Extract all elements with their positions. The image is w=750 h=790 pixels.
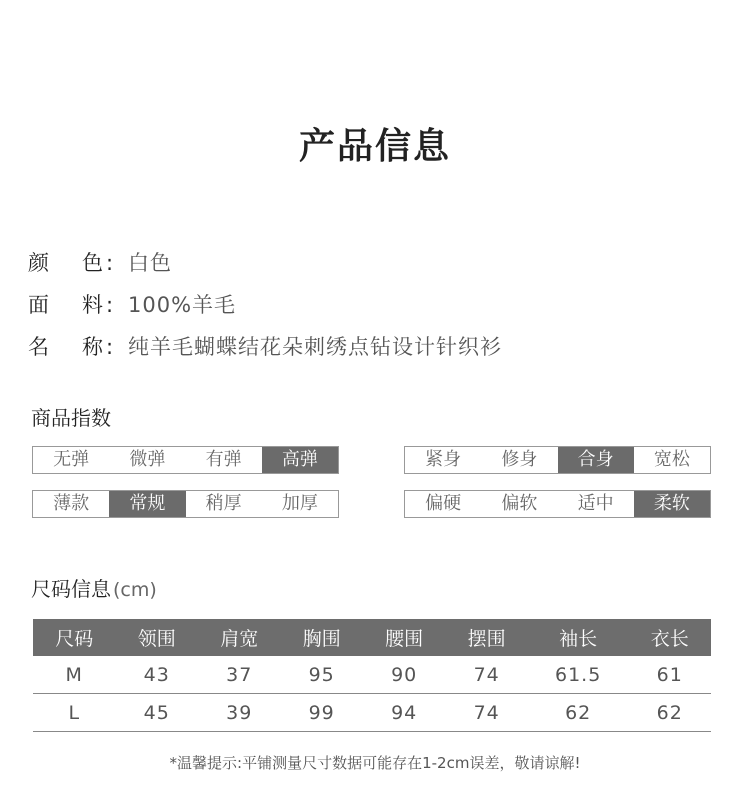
info-colon: : (106, 251, 114, 275)
size-table-header-cell: 领围 (115, 619, 197, 656)
table-cell: 43 (115, 656, 197, 694)
table-cell: 39 (198, 694, 280, 732)
info-label-char: 名 (28, 335, 49, 359)
table-cell: 94 (363, 694, 445, 732)
scale-option: 紧身 (425, 449, 462, 470)
size-table-header-cell: 摆围 (445, 619, 527, 656)
scale-option: 无弹 (53, 449, 90, 470)
table-cell: 62 (628, 694, 711, 732)
table-cell: 90 (363, 656, 445, 694)
table-cell: 74 (445, 656, 527, 694)
page-title: 产品信息 (298, 126, 451, 167)
size-section-unit: (cm) (113, 579, 157, 601)
info-value-material: 100%羊毛 (128, 293, 237, 317)
info-colon: : (106, 293, 114, 317)
info-value-name: 纯羊毛蝴蝶结花朵刺绣点钻设计针织衫 (128, 335, 502, 359)
size-table-header-cell: 尺码 (33, 619, 115, 656)
scale-option-selected: 合身 (558, 447, 634, 473)
size-table-header-cell: 腰围 (363, 619, 445, 656)
size-table-header-cell: 衣长 (628, 619, 711, 656)
measurement-note: *温馨提示:平铺测量尺寸数据可能存在1-2cm误差，敬请谅解! (169, 754, 581, 772)
table-cell: 61.5 (528, 656, 629, 694)
scale-option: 稍厚 (205, 493, 242, 514)
size-section-title (31, 573, 157, 602)
size-table-header-cell: 袖长 (528, 619, 629, 656)
size-table-header-cell: 胸围 (280, 619, 362, 656)
table-cell: 61 (628, 656, 711, 694)
fit-scale (404, 446, 711, 474)
scale-option: 微弹 (129, 449, 166, 470)
scale-option-selected: 常规 (109, 491, 185, 517)
scale-option-selected: 高弹 (262, 447, 338, 473)
size-table-header-cell: 肩宽 (198, 619, 280, 656)
scale-option: 有弹 (205, 449, 242, 470)
scale-option: 宽松 (653, 449, 690, 470)
size-table (33, 619, 711, 732)
table-cell: 95 (280, 656, 362, 694)
scale-option-selected: 柔软 (634, 491, 710, 517)
info-label-char: 称 (82, 335, 103, 359)
scale-option: 偏硬 (425, 493, 462, 514)
elasticity-scale (32, 446, 339, 474)
table-row (33, 656, 711, 694)
scale-option: 加厚 (281, 493, 318, 514)
softness-scale (404, 490, 711, 518)
table-cell: 37 (198, 656, 280, 694)
table-cell: L (33, 694, 115, 732)
info-label-char: 色 (82, 251, 103, 275)
info-colon: : (106, 335, 114, 359)
size-table-header (33, 619, 711, 656)
info-label-char: 面 (28, 293, 49, 317)
table-cell: 99 (280, 694, 362, 732)
size-section-label: 尺码信息 (31, 577, 111, 601)
table-cell: 45 (115, 694, 197, 732)
table-row (33, 694, 711, 732)
table-cell: 74 (445, 694, 527, 732)
scale-option: 适中 (577, 493, 614, 514)
scale-option: 偏软 (501, 493, 538, 514)
table-cell: 62 (528, 694, 629, 732)
table-cell: M (33, 656, 115, 694)
info-label-char: 颜 (28, 251, 49, 275)
info-value-color: 白色 (128, 251, 172, 275)
thickness-scale (32, 490, 339, 518)
index-section-title: 商品指数 (31, 406, 111, 430)
scale-option: 薄款 (53, 493, 90, 514)
scale-option: 修身 (501, 449, 538, 470)
info-label-char: 料 (82, 293, 103, 317)
